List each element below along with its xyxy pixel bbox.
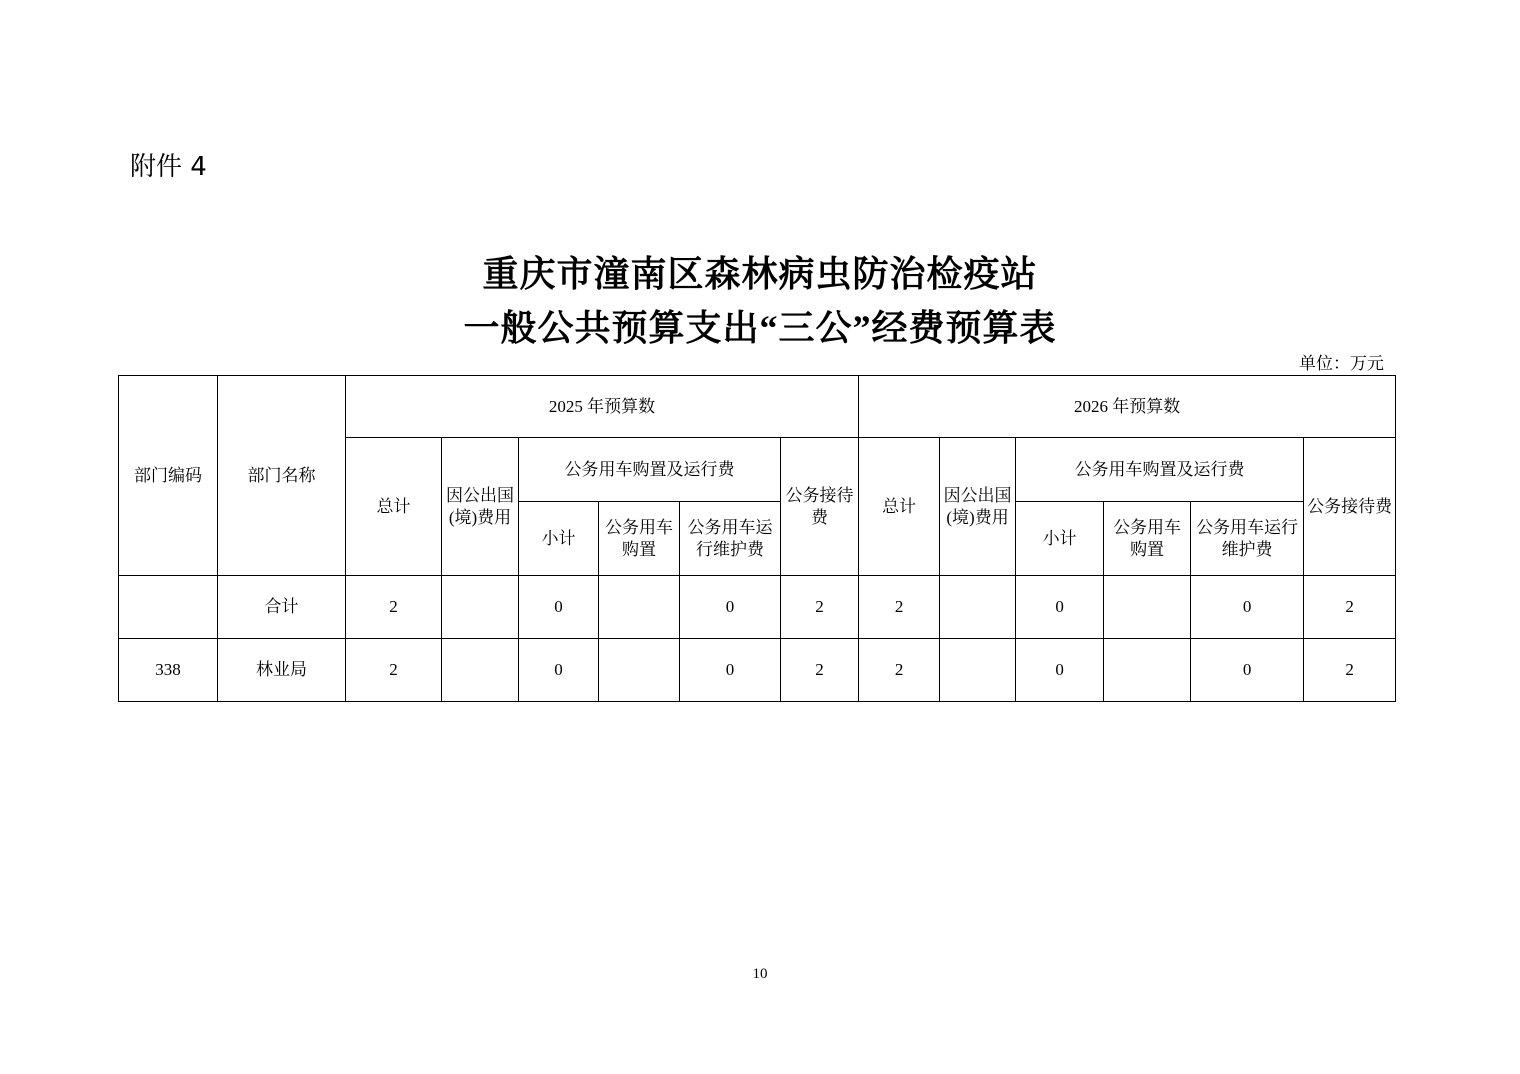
cell-2025-reception: 2 <box>781 576 859 639</box>
header-2026-reception: 公务接待费 <box>1304 438 1396 576</box>
header-2026-vehicle-operation: 公务用车运行维护费 <box>1191 502 1304 576</box>
header-dept-code: 部门编码 <box>119 376 218 576</box>
header-2025-reception: 公务接待费 <box>781 438 859 576</box>
table-row-total <box>119 576 1396 639</box>
budget-table <box>118 375 1396 702</box>
document-title-line2: 一般公共预算支出“三公”经费预算表 <box>463 308 1057 348</box>
document-title-line1: 重庆市潼南区森林病虫防治检疫站 <box>482 254 1038 294</box>
cell-dept-name: 合计 <box>218 576 346 639</box>
cell-2025-overseas <box>442 639 519 702</box>
cell-2025-operation: 0 <box>680 576 781 639</box>
cell-2025-subtotal: 0 <box>519 576 599 639</box>
header-2026-overseas: 因公出国(境)费用 <box>940 438 1016 576</box>
cell-dept-code: 338 <box>119 639 218 702</box>
cell-2026-total: 2 <box>859 576 940 639</box>
table-row <box>119 639 1396 702</box>
header-2025-vehicle-operation: 公务用车运行维护费 <box>680 502 781 576</box>
cell-2025-purchase <box>599 576 680 639</box>
header-2025-vehicle-group: 公务用车购置及运行费 <box>519 438 781 502</box>
header-2026-vehicle-group: 公务用车购置及运行费 <box>1016 438 1304 502</box>
cell-2026-subtotal: 0 <box>1016 576 1104 639</box>
cell-2025-total: 2 <box>346 639 442 702</box>
cell-2026-reception: 2 <box>1304 639 1396 702</box>
header-2025-subtotal: 小计 <box>519 502 599 576</box>
cell-2025-operation: 0 <box>680 639 781 702</box>
cell-2026-purchase <box>1104 639 1191 702</box>
cell-2026-overseas <box>940 639 1016 702</box>
cell-dept-name: 林业局 <box>218 639 346 702</box>
header-row-years <box>119 376 1396 438</box>
cell-2026-purchase <box>1104 576 1191 639</box>
header-2026-total: 总计 <box>859 438 940 576</box>
header-2025-vehicle-purchase: 公务用车购置 <box>599 502 680 576</box>
cell-2025-purchase <box>599 639 680 702</box>
cell-dept-code <box>119 576 218 639</box>
cell-2026-subtotal: 0 <box>1016 639 1104 702</box>
page-number: 10 <box>752 966 768 982</box>
header-2026-vehicle-purchase: 公务用车购置 <box>1104 502 1191 576</box>
attachment-label: 附件 4 <box>130 152 207 182</box>
header-2025-overseas: 因公出国(境)费用 <box>442 438 519 576</box>
cell-2025-overseas <box>442 576 519 639</box>
cell-2026-operation: 0 <box>1191 639 1304 702</box>
header-dept-name: 部门名称 <box>218 376 346 576</box>
header-year-2026: 2026 年预算数 <box>859 376 1396 438</box>
cell-2025-total: 2 <box>346 576 442 639</box>
cell-2026-total: 2 <box>859 639 940 702</box>
cell-2026-reception: 2 <box>1304 576 1396 639</box>
cell-2025-subtotal: 0 <box>519 639 599 702</box>
header-year-2025: 2025 年预算数 <box>346 376 859 438</box>
header-2025-total: 总计 <box>346 438 442 576</box>
cell-2026-overseas <box>940 576 1016 639</box>
cell-2026-operation: 0 <box>1191 576 1304 639</box>
cell-2025-reception: 2 <box>781 639 859 702</box>
unit-label: 单位：万元 <box>1299 354 1384 373</box>
header-2026-subtotal: 小计 <box>1016 502 1104 576</box>
